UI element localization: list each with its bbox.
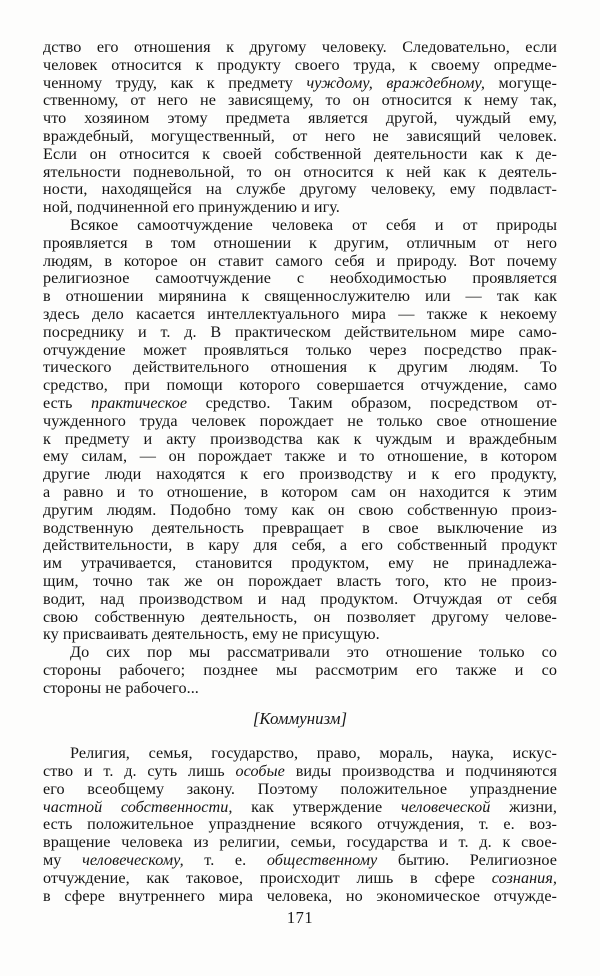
section-heading: [Коммунизм] [252,709,348,729]
text-line: человек относится к продукту своего труда, к своему опредме- [43,56,557,74]
text-line: есть практическое средство. Таким образом, посредством от- [43,394,557,412]
text-line: До сих пор мы рассматривали это отношение только со [70,644,557,662]
text-line: ственному, от него не зависящему, то он относится к нему так, [43,92,557,110]
text-line: религиозное самоотчуждение с необходимостью проявляется [43,270,557,288]
text-line: Если он относится к своей собственной деятельности как к де- [43,145,557,163]
text-line: что хозяином этому предмета является другой, чуждый ему, [43,110,557,128]
text-line: есть положительное упразднение всякого отчуждения, т. е. воз- [43,816,557,834]
text-line: к предмету и акту производства как к чуждым и враждебным [43,430,557,448]
text-line: Всякое самоотчуждение человека от себя и от природы [70,216,557,234]
text-line: щим, точно так же он порождает власть того, кто не произ- [43,572,557,590]
text-line: стороны рабочего; позднее мы рассмотрим его также и со [43,661,557,679]
text-line: ной, подчиненной его принуждению и игу. [43,199,340,217]
text-line: его всеобщему закону. Поэтому положительное упразднение [43,780,557,798]
text-line: враждебный, могущественный, от него не зависящий человек. [43,127,557,145]
text-line: в сфере внутреннего мира человека, но экономическое отчужде- [43,887,557,905]
text-line: ку присваивать деятельность, ему не присущую. [43,626,380,644]
text-line: а равно и то отношение, в котором сам он находится к этим [43,483,557,501]
text-line: ятельности подневольной, то он относится к ней как к деятель- [43,163,557,181]
text-line: проявляется в том отношении к другим, отличным от него [43,234,557,252]
text-line: действительности, в кару для себя, а его собственный продукт [43,537,557,555]
text-line: дство его отношения к другому человеку. Следовательно, если [43,39,557,56]
text-line: стороны не рабочего... [43,679,199,697]
text-line: другие люди находятся к его производству и к его продукту, [43,466,557,484]
text-line: в отношении мирянина к священнослужителю или — так как [43,288,557,306]
text-line: им утрачивается, становится продуктом, ему не принадлежа- [43,555,557,573]
text-line: другим людям. Подобно тому как он свою собственную произ- [43,501,557,519]
text-line: отчуждение может проявляться только через посредство прак- [43,341,557,359]
text-line: частной собственности, как утверждение человеческой жизни, [43,798,557,816]
text-line: людям, в которое он ставит самого себя и природу. Вот почему [43,252,557,270]
text-line: му человеческому, т. е. общественному бытию. Религиозное [43,852,557,870]
text-line: здесь дело касается интеллектуального мира — также к некоему [43,305,557,323]
text-line: ности, находящейся на службе другому человеку, ему подвласт- [43,181,557,199]
text-line: вращение человека из религии, семьи, государства и т. д. к свое- [43,834,557,852]
text-line: ему силам, — он порождает также и то отношение, в котором [43,448,557,466]
text-line: Религия, семья, государство, право, мораль, наука, искус- [70,745,557,763]
text-line: средство, при помощи которого совершается отчуждение, само [43,377,557,395]
text-line: свою собственную деятельность, он позволяет другому челове- [43,608,557,626]
page-text [43,39,557,905]
page-number: 171 [286,908,314,927]
text-line: чужденного труда человек порождает не только свое отношение [43,412,557,430]
text-line: тического действительного отношения к другим людям. То [43,359,557,377]
text-line: ченному труду, как к предмету чуждому, враждебному, могуще- [43,74,557,92]
text-line: ство и т. д. суть лишь особые виды производства и подчиняются [43,763,557,781]
text-line: водственную деятельность превращает в свое выключение из [43,519,557,537]
text-line: водит, над производством и над продуктом. Отчуждая от себя [43,590,557,608]
text-line: посреднику и т. д. В практическом действительном мире само- [43,323,557,341]
text-line: отчуждение, как таковое, происходит лишь в сфере сознания, [43,869,557,887]
